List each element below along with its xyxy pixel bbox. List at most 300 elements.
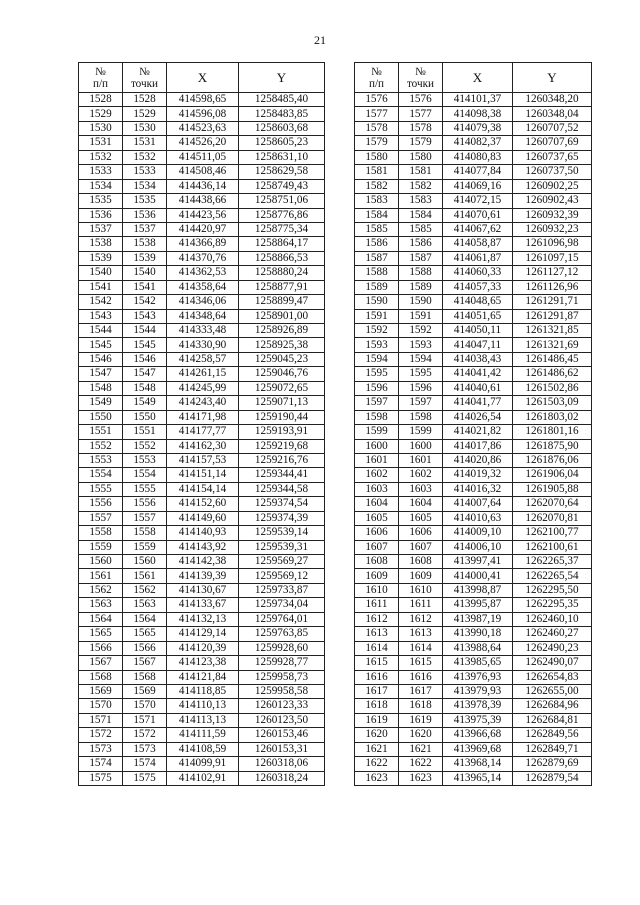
cell-x: 414120,39 [167,641,239,655]
cell-x: 414110,13 [167,699,239,713]
header-y: Y [513,63,592,93]
cell-x: 414511,05 [167,150,239,164]
cell-y: 1258925,38 [239,338,325,352]
cell-row-number: 1539 [79,251,123,265]
table-row [355,511,592,525]
cell-row-number: 1571 [79,713,123,727]
cell-y: 1258866,53 [239,251,325,265]
table-row [355,771,592,785]
cell-point-number: 1617 [399,684,443,698]
cell-point-number: 1611 [399,598,443,612]
table-row [79,555,325,569]
cell-row-number: 1617 [355,684,399,698]
cell-point-number: 1534 [123,179,167,193]
cell-y: 1259734,04 [239,598,325,612]
cell-x: 414072,15 [443,194,513,208]
table-row [79,569,325,583]
table-body-right [355,93,592,786]
table-row [79,381,325,395]
cell-point-number: 1565 [123,627,167,641]
cell-row-number: 1587 [355,251,399,265]
cell-row-number: 1557 [79,511,123,525]
cell-x: 414111,59 [167,728,239,742]
cell-x: 414080,83 [443,150,513,164]
cell-point-number: 1621 [399,742,443,756]
cell-x: 413975,39 [443,713,513,727]
cell-y: 1259374,39 [239,511,325,525]
cell-row-number: 1605 [355,511,399,525]
table-row [79,338,325,352]
table-row [355,165,592,179]
table-row [79,627,325,641]
cell-row-number: 1544 [79,324,123,338]
cell-point-number: 1566 [123,641,167,655]
cell-point-number: 1548 [123,381,167,395]
cell-y: 1262655,00 [513,684,592,698]
cell-row-number: 1595 [355,367,399,381]
cell-x: 414108,59 [167,742,239,756]
cell-point-number: 1623 [399,771,443,785]
table-header-row [79,63,325,93]
cell-y: 1261803,02 [513,410,592,424]
cell-x: 413968,14 [443,757,513,771]
cell-y: 1258749,43 [239,179,325,193]
cell-point-number: 1598 [399,410,443,424]
cell-x: 414151,14 [167,468,239,482]
cell-y: 1262849,56 [513,728,592,742]
cell-y: 1260932,23 [513,222,592,236]
cell-row-number: 1621 [355,742,399,756]
cell-y: 1259569,12 [239,569,325,583]
cell-x: 414058,87 [443,237,513,251]
cell-row-number: 1590 [355,295,399,309]
cell-y: 1260902,25 [513,179,592,193]
cell-y: 1259045,23 [239,352,325,366]
table-row [79,684,325,698]
cell-point-number: 1616 [399,670,443,684]
cell-row-number: 1570 [79,699,123,713]
cell-y: 1258751,06 [239,194,325,208]
cell-row-number: 1574 [79,757,123,771]
header-x: X [167,63,239,93]
cell-row-number: 1564 [79,612,123,626]
table-row [355,338,592,352]
table-row [355,583,592,597]
table-row [355,699,592,713]
cell-point-number: 1602 [399,468,443,482]
table-row [355,396,592,410]
cell-y: 1261096,98 [513,237,592,251]
cell-row-number: 1554 [79,468,123,482]
cell-y: 1262684,81 [513,713,592,727]
cell-x: 414121,84 [167,670,239,684]
table-row [355,684,592,698]
cell-row-number: 1578 [355,121,399,135]
cell-y: 1262100,77 [513,526,592,540]
table-row [79,497,325,511]
table-row [355,670,592,684]
cell-x: 414017,86 [443,439,513,453]
cell-row-number: 1586 [355,237,399,251]
cell-x: 414152,60 [167,497,239,511]
cell-point-number: 1563 [123,598,167,612]
table-row [355,222,592,236]
table-row [355,194,592,208]
cell-x: 414047,11 [443,338,513,352]
cell-x: 414041,42 [443,367,513,381]
cell-row-number: 1576 [355,93,399,107]
cell-point-number: 1588 [399,266,443,280]
cell-x: 413995,87 [443,598,513,612]
cell-y: 1259216,76 [239,453,325,467]
cell-row-number: 1596 [355,381,399,395]
table-row [79,670,325,684]
cell-x: 414050,11 [443,324,513,338]
cell-x: 414523,63 [167,121,239,135]
table-row [79,93,325,107]
cell-point-number: 1596 [399,381,443,395]
cell-point-number: 1604 [399,497,443,511]
table-row [79,208,325,222]
cell-row-number: 1619 [355,713,399,727]
table-row [79,482,325,496]
cell-point-number: 1545 [123,338,167,352]
cell-point-number: 1585 [399,222,443,236]
table-row [355,410,592,424]
cell-point-number: 1620 [399,728,443,742]
cell-y: 1261801,16 [513,425,592,439]
cell-x: 414526,20 [167,136,239,150]
table-row [79,728,325,742]
cell-y: 1259764,01 [239,612,325,626]
cell-y: 1259193,91 [239,425,325,439]
cell-row-number: 1604 [355,497,399,511]
table-row [79,526,325,540]
table-row [355,526,592,540]
table-row [79,439,325,453]
cell-row-number: 1594 [355,352,399,366]
cell-x: 414157,53 [167,453,239,467]
cell-x: 413965,14 [443,771,513,785]
table-row [79,324,325,338]
cell-x: 413985,65 [443,656,513,670]
cell-row-number: 1560 [79,555,123,569]
cell-x: 414051,65 [443,309,513,323]
cell-point-number: 1542 [123,295,167,309]
cell-row-number: 1609 [355,569,399,583]
table-row [355,309,592,323]
cell-x: 414423,56 [167,208,239,222]
cell-point-number: 1619 [399,713,443,727]
cell-y: 1261127,12 [513,266,592,280]
cell-row-number: 1556 [79,497,123,511]
cell-x: 413969,68 [443,742,513,756]
cell-row-number: 1558 [79,526,123,540]
table-row [79,699,325,713]
cell-point-number: 1578 [399,121,443,135]
cell-x: 414079,38 [443,121,513,135]
cell-point-number: 1532 [123,150,167,164]
cell-row-number: 1548 [79,381,123,395]
cell-y: 1259733,87 [239,583,325,597]
table-row [79,222,325,236]
cell-x: 414366,89 [167,237,239,251]
cell-y: 1262684,96 [513,699,592,713]
cell-point-number: 1564 [123,612,167,626]
table-row [355,713,592,727]
cell-point-number: 1546 [123,352,167,366]
cell-row-number: 1620 [355,728,399,742]
cell-row-number: 1601 [355,453,399,467]
cell-x: 414508,46 [167,165,239,179]
cell-x: 414130,67 [167,583,239,597]
cell-row-number: 1606 [355,526,399,540]
cell-y: 1259569,27 [239,555,325,569]
cell-row-number: 1611 [355,598,399,612]
cell-y: 1260707,69 [513,136,592,150]
cell-y: 1259374,54 [239,497,325,511]
cell-y: 1259344,58 [239,482,325,496]
cell-y: 1259219,68 [239,439,325,453]
table-row [355,352,592,366]
cell-point-number: 1530 [123,121,167,135]
header-point-number: № точки [399,63,443,93]
cell-x: 414061,87 [443,251,513,265]
cell-x: 414129,14 [167,627,239,641]
cell-row-number: 1561 [79,569,123,583]
cell-x: 414123,38 [167,656,239,670]
cell-y: 1262849,71 [513,742,592,756]
cell-y: 1258483,85 [239,107,325,121]
cell-y: 1262100,61 [513,540,592,554]
cell-point-number: 1582 [399,179,443,193]
cell-point-number: 1560 [123,555,167,569]
cell-y: 1258629,58 [239,165,325,179]
table-row [355,656,592,670]
cell-row-number: 1610 [355,583,399,597]
cell-point-number: 1601 [399,453,443,467]
cell-y: 1261503,09 [513,396,592,410]
cell-row-number: 1588 [355,266,399,280]
cell-x: 414333,48 [167,324,239,338]
cell-y: 1261097,15 [513,251,592,265]
cell-x: 414113,13 [167,713,239,727]
cell-y: 1261906,04 [513,468,592,482]
cell-x: 414038,43 [443,352,513,366]
cell-y: 1258776,86 [239,208,325,222]
cell-row-number: 1559 [79,540,123,554]
table-row [79,583,325,597]
header-y: Y [239,63,325,93]
cell-y: 1260932,39 [513,208,592,222]
cell-point-number: 1535 [123,194,167,208]
cell-point-number: 1557 [123,511,167,525]
table-row [79,251,325,265]
cell-y: 1260123,33 [239,699,325,713]
cell-y: 1260348,20 [513,93,592,107]
cell-row-number: 1616 [355,670,399,684]
cell-point-number: 1562 [123,583,167,597]
cell-point-number: 1608 [399,555,443,569]
cell-x: 414245,99 [167,381,239,395]
cell-y: 1260318,24 [239,771,325,785]
cell-y: 1259072,65 [239,381,325,395]
cell-point-number: 1561 [123,569,167,583]
cell-point-number: 1584 [399,208,443,222]
table-row [79,468,325,482]
cell-row-number: 1530 [79,121,123,135]
cell-y: 1259344,41 [239,468,325,482]
cell-x: 414009,10 [443,526,513,540]
cell-x: 414140,93 [167,526,239,540]
cell-y: 1258864,17 [239,237,325,251]
cell-y: 1261875,90 [513,439,592,453]
cell-y: 1259928,77 [239,656,325,670]
cell-y: 1259928,60 [239,641,325,655]
cell-point-number: 1600 [399,439,443,453]
table-row [79,598,325,612]
cell-point-number: 1592 [399,324,443,338]
cell-row-number: 1575 [79,771,123,785]
cell-row-number: 1598 [355,410,399,424]
cell-x: 414010,63 [443,511,513,525]
table-row [355,295,592,309]
cell-point-number: 1567 [123,656,167,670]
cell-row-number: 1623 [355,771,399,785]
header-x: X [443,63,513,93]
cell-point-number: 1615 [399,656,443,670]
cell-point-number: 1553 [123,453,167,467]
cell-x: 414142,38 [167,555,239,569]
table-row [79,453,325,467]
cell-point-number: 1606 [399,526,443,540]
cell-row-number: 1608 [355,555,399,569]
cell-y: 1258603,68 [239,121,325,135]
cell-x: 414420,97 [167,222,239,236]
table-row [355,237,592,251]
cell-row-number: 1599 [355,425,399,439]
cell-point-number: 1586 [399,237,443,251]
cell-x: 414358,64 [167,280,239,294]
cell-y: 1261291,87 [513,309,592,323]
cell-y: 1258631,10 [239,150,325,164]
cell-point-number: 1591 [399,309,443,323]
cell-point-number: 1556 [123,497,167,511]
cell-row-number: 1541 [79,280,123,294]
cell-y: 1260707,52 [513,121,592,135]
cell-x: 414098,38 [443,107,513,121]
cell-point-number: 1590 [399,295,443,309]
cell-row-number: 1528 [79,93,123,107]
table-row [79,396,325,410]
cell-y: 1260123,50 [239,713,325,727]
table-row [355,540,592,554]
cell-x: 413978,39 [443,699,513,713]
cell-point-number: 1550 [123,410,167,424]
cell-point-number: 1547 [123,367,167,381]
cell-x: 414102,91 [167,771,239,785]
cell-row-number: 1555 [79,482,123,496]
cell-row-number: 1549 [79,396,123,410]
cell-y: 1262460,27 [513,627,592,641]
table-row [355,468,592,482]
table-row [355,266,592,280]
cell-x: 414348,64 [167,309,239,323]
cell-y: 1258901,00 [239,309,325,323]
table-row [355,742,592,756]
table-row [355,757,592,771]
cell-y: 1260318,06 [239,757,325,771]
cell-row-number: 1573 [79,742,123,756]
cell-x: 413990,18 [443,627,513,641]
cell-point-number: 1613 [399,627,443,641]
cell-row-number: 1612 [355,612,399,626]
cell-y: 1260153,31 [239,742,325,756]
cell-row-number: 1568 [79,670,123,684]
cell-y: 1261486,62 [513,367,592,381]
cell-point-number: 1558 [123,526,167,540]
cell-point-number: 1597 [399,396,443,410]
cell-row-number: 1600 [355,439,399,453]
cell-y: 1259958,73 [239,670,325,684]
table-row [355,280,592,294]
table-row [79,771,325,785]
cell-point-number: 1579 [399,136,443,150]
table-row [355,121,592,135]
cell-x: 414016,32 [443,482,513,496]
cell-row-number: 1603 [355,482,399,496]
cell-row-number: 1565 [79,627,123,641]
cell-y: 1258877,91 [239,280,325,294]
cell-row-number: 1567 [79,656,123,670]
cell-x: 414598,65 [167,93,239,107]
cell-row-number: 1551 [79,425,123,439]
cell-point-number: 1528 [123,93,167,107]
table-row [355,136,592,150]
cell-x: 413997,41 [443,555,513,569]
cell-x: 414177,77 [167,425,239,439]
cell-y: 1262070,64 [513,497,592,511]
cell-x: 414057,33 [443,280,513,294]
cell-y: 1261321,69 [513,338,592,352]
table-row [79,742,325,756]
cell-point-number: 1554 [123,468,167,482]
cell-x: 413987,19 [443,612,513,626]
table-row [79,107,325,121]
cell-x: 414070,61 [443,208,513,222]
cell-point-number: 1576 [399,93,443,107]
cell-x: 413976,93 [443,670,513,684]
cell-y: 1258899,47 [239,295,325,309]
table-row [79,713,325,727]
cell-y: 1261876,06 [513,453,592,467]
cell-row-number: 1589 [355,280,399,294]
header-row-number: № п/п [355,63,399,93]
cell-row-number: 1545 [79,338,123,352]
cell-x: 414048,65 [443,295,513,309]
cell-x: 414060,33 [443,266,513,280]
cell-x: 414436,14 [167,179,239,193]
cell-row-number: 1613 [355,627,399,641]
cell-y: 1259958,58 [239,684,325,698]
table-row [355,425,592,439]
cell-row-number: 1593 [355,338,399,352]
table-row [355,367,592,381]
coordinates-table-left [78,62,325,786]
table-row [79,367,325,381]
table-row [79,425,325,439]
table-row [355,569,592,583]
